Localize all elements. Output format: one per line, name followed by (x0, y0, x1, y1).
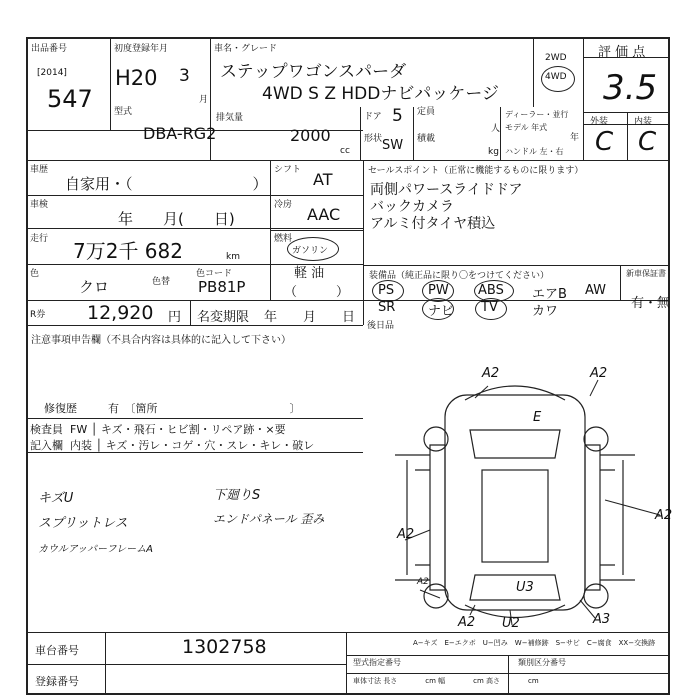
note-right-2: エンドパネール 歪み (213, 512, 325, 526)
displacement-label: 排気量 (216, 113, 244, 123)
chassis-no-label: 車台番号 (35, 644, 79, 657)
color: クロ (79, 278, 110, 296)
aftermarket-label: 後日品 (367, 321, 395, 331)
note-left-2: スプリットレス (38, 516, 128, 531)
dealer-label: ディーラー・並行 (505, 110, 569, 119)
month-unit: 月 (199, 95, 209, 105)
capacity-label: 定員 (417, 107, 436, 117)
inspector-label: 検査員 (30, 423, 63, 436)
year-tag: [2014] (37, 68, 67, 78)
name-change-date: 年 月 日 (264, 310, 356, 325)
mark-a3: A3 (593, 612, 611, 627)
shift: AT (313, 170, 333, 189)
fuel-label: 燃料 (274, 234, 293, 244)
dimensions-label: 車体寸法 長さ cm 幅 cm 高さ cm (353, 677, 539, 685)
name-change-label: 名変期限 (197, 310, 250, 325)
sales-point-1: 両側パワースライドドア (370, 182, 523, 198)
note-left-1: キズU (38, 491, 74, 506)
fuel-other: （ ） (284, 285, 350, 300)
cooling: AAC (307, 205, 341, 224)
drive-2wd: 2WD (545, 53, 567, 63)
repair-history-label: 修復歴 (44, 402, 77, 415)
shift-label: シフト (274, 165, 302, 175)
cc-unit: cc (340, 146, 350, 156)
shape: SW (382, 138, 404, 153)
sales-point-3: アルミ付タイヤ積込 (370, 216, 496, 232)
inspection-label: 車検 (30, 200, 49, 210)
equipment-label: 装備品（純正品に限り〇をつけてください） (369, 271, 550, 281)
first-reg-label: 初度登録年月 (114, 44, 169, 54)
repair-history: 有 〔箇所 〕 (108, 402, 301, 415)
mileage-unit: km (226, 252, 240, 262)
car-name-label: 車名・グレード (214, 44, 278, 54)
fuel-petrol: ガソリン (292, 246, 329, 256)
car-name-line2: 4WD S Z HDDナビパッケージ (262, 84, 499, 104)
exterior-grade: C (595, 127, 614, 157)
person-unit: 人 (491, 124, 501, 134)
mark-a2-top-left: A2 (482, 366, 500, 381)
mark-a2-bottom-left: A2 (417, 577, 429, 587)
equipment-ps: PS (378, 283, 395, 298)
color-change-label: 色替 (152, 277, 171, 287)
exterior-label: 外装 (590, 117, 609, 127)
eval-score: 3.5 (603, 68, 658, 108)
note-left-3: カウルアッパーフレームA (38, 544, 153, 555)
notes-label: 注意事項申告欄（不具合内容は具体的に記入して下さい） (31, 335, 291, 346)
kg-unit: kg (488, 147, 499, 157)
year-unit: 年 (570, 133, 580, 143)
lot-number: 547 (47, 85, 93, 113)
equipment-navi: ナビ (428, 304, 455, 319)
inspection-date: 年 月( 日) (118, 210, 235, 228)
type-cert-label: 型式指定番号 (353, 658, 401, 667)
equipment-sr: SR (378, 300, 396, 315)
color-label: 色 (30, 269, 40, 279)
color-code: PB81P (198, 278, 246, 296)
mark-a2-left: A2 (397, 527, 415, 542)
note-right-1: 下廻りS (213, 488, 261, 503)
mark-a2-bottom-left-2: A2 (458, 615, 476, 630)
displacement: 2000 (290, 126, 331, 145)
shape-label: 形状 (364, 134, 383, 144)
mileage-label: 走行 (30, 234, 49, 244)
load-label: 積載 (417, 134, 436, 144)
price-unit: 円 (168, 310, 182, 325)
eval-label: 評 価 点 (598, 45, 646, 60)
history-label: 車歴 (30, 165, 49, 175)
history: 自家用・（ ） (65, 175, 268, 193)
drive-4wd: 4WD (545, 72, 567, 82)
entry-label: 記入欄 (30, 439, 63, 452)
r-price-label: R券 (30, 310, 46, 320)
equipment-pw: PW (428, 283, 449, 298)
warranty-label: 新車保証書 (626, 269, 666, 278)
equipment-kawa: カワ (532, 304, 559, 319)
equipment-aw: AW (585, 283, 607, 298)
mark-u3: U3 (516, 580, 534, 595)
cooling-label: 冷房 (274, 200, 293, 210)
entry-row: 内装 │ キズ・汚レ・コゲ・穴・スレ・キレ・破レ (70, 439, 315, 452)
mileage: 7万2千 682 (73, 239, 183, 263)
lot-no-label: 出品番号 (31, 44, 68, 54)
model-code: DBA-RG2 (143, 124, 217, 143)
model-label: 型式 (114, 107, 133, 117)
model-year-label: モデル 年式 (505, 123, 548, 132)
damage-legend: A−キズ E−エクボ U−凹み W−補修跡 S−サビ C−腐食 XX−交換跡 (413, 639, 656, 647)
reg-no-label: 登録番号 (35, 675, 79, 688)
color-code-label: 色コード (196, 269, 233, 279)
equipment-abs: ABS (478, 283, 504, 298)
class-no-label: 類別区分番号 (518, 658, 566, 667)
doors: 5 (392, 106, 403, 126)
car-name-line1: ステップワゴンスパーダ (220, 62, 407, 82)
mark-e: E (533, 410, 542, 425)
month: 3 (179, 66, 190, 86)
interior-grade: C (638, 127, 657, 157)
sales-points-label: セールスポイント（正常に機能するものに限ります） (368, 166, 584, 176)
mark-u2: U2 (502, 616, 520, 631)
chassis-no: 1302758 (182, 636, 267, 658)
handle-label: ハンドル 左・右 (505, 147, 564, 156)
sales-point-2: バックカメラ (370, 199, 454, 215)
equipment-airbag: エアB (532, 287, 567, 302)
inspector-row: FW │ キズ・飛石・ヒビ割・リペア跡・×要 (70, 423, 286, 436)
doors-label: ドア (364, 112, 382, 122)
fuel-diesel: 軽 油 (294, 266, 325, 281)
warranty-value: 有・無 (631, 296, 671, 311)
mark-a2-top-right: A2 (590, 366, 608, 381)
price: 12,920 (87, 302, 154, 324)
mark-a2-right: A2 (655, 508, 673, 523)
equipment-tv: TV (481, 300, 498, 315)
interior-label: 内装 (634, 117, 653, 127)
era-year: H20 (115, 66, 158, 90)
